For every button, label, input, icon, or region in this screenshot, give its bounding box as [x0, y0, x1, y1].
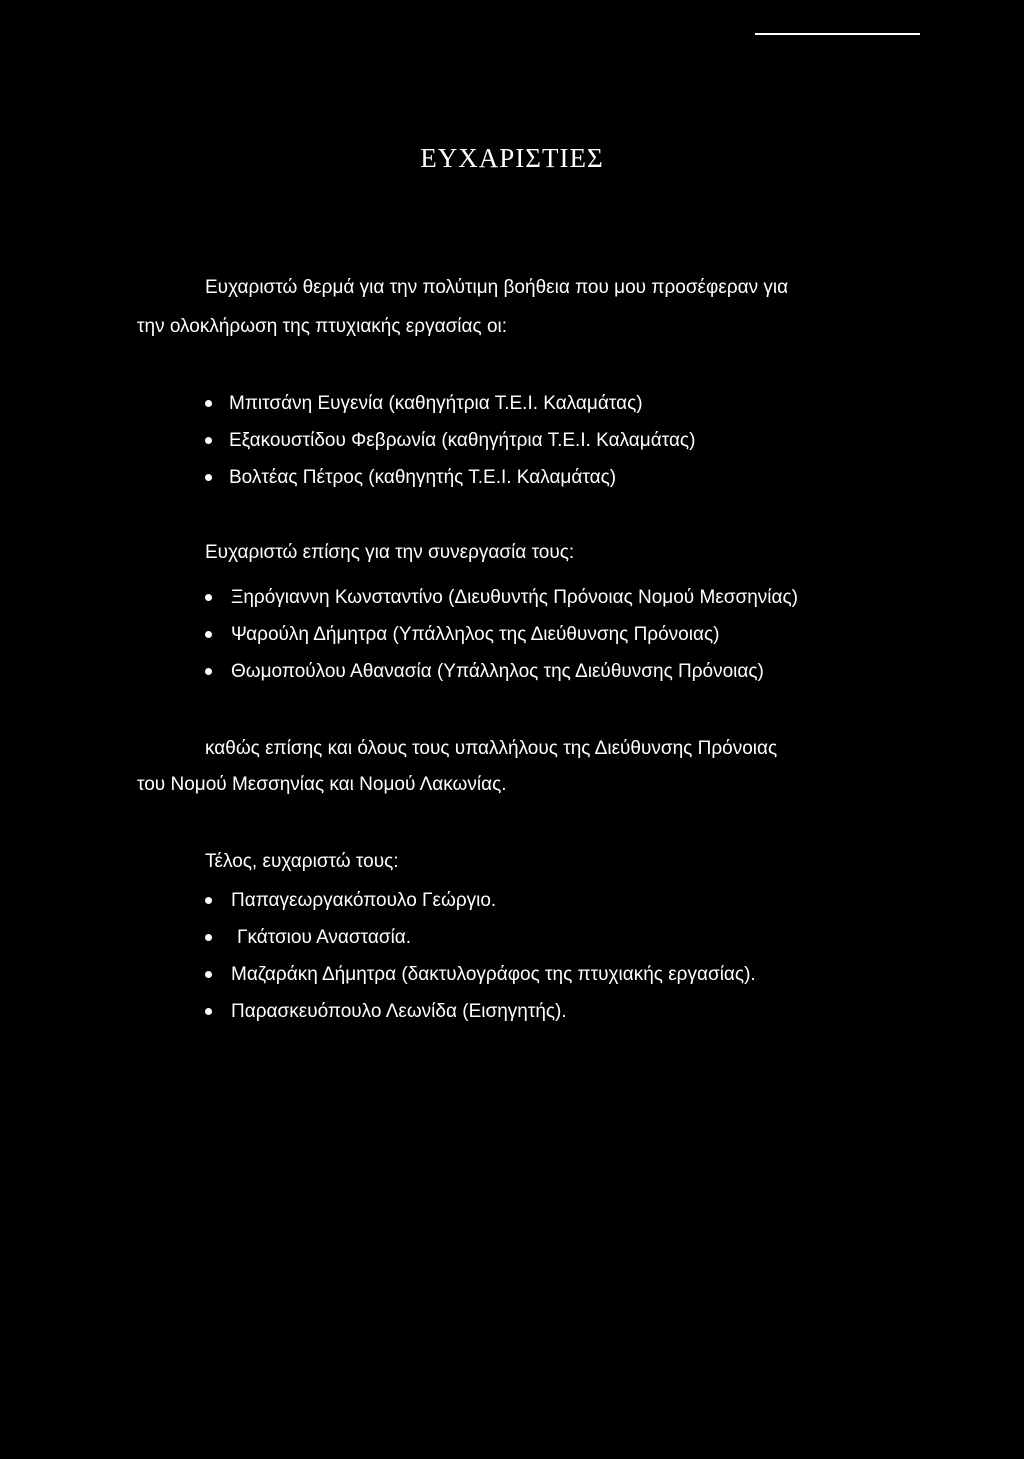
bullet-icon	[205, 1008, 212, 1015]
top-rule	[755, 33, 920, 35]
cooperation-heading: Ευχαριστώ επίσης για την συνεργασία τους:	[205, 542, 575, 563]
bullet-icon	[205, 594, 212, 601]
intro-line-1: Ευχαριστώ θερμά για την πολύτιμη βοήθεια που μου προσέφεραν για	[205, 277, 789, 298]
also-line-2: του Νομού Μεσσηνίας και Νομού Λακωνίας.	[137, 774, 507, 795]
also-line-1: καθώς επίσης και όλους τους υπαλλήλους της Διεύθυνσης Πρόνοιας	[205, 738, 778, 759]
finally-heading: Τέλος, ευχαριστώ τους:	[205, 851, 399, 872]
bullet-icon	[205, 474, 212, 481]
list-item: Ψαρούλη Δήμητρα (Υπάλληλος της Διεύθυνσης Πρόνοιας)	[231, 624, 720, 645]
list-item: Παπαγεωργακόπουλο Γεώργιο.	[231, 890, 497, 911]
list-item: Βολτέας Πέτρος (καθηγητής Τ.Ε.Ι. Καλαμάτας)	[229, 467, 617, 488]
bullet-icon	[205, 668, 212, 675]
bullet-icon	[205, 437, 212, 444]
page-title: ΕΥΧΑΡΙΣΤΙΕΣ	[420, 143, 604, 173]
bullet-icon	[205, 897, 212, 904]
list-item: Μπιτσάνη Ευγενία (καθηγήτρια Τ.Ε.Ι. Καλαμάτας)	[229, 393, 643, 414]
list-item: Γκάτσιου Αναστασία.	[237, 927, 412, 948]
bullet-icon	[205, 400, 212, 407]
list-item: Παρασκευόπουλο Λεωνίδα (Εισηγητής).	[231, 1001, 567, 1022]
bullet-icon	[205, 971, 212, 978]
bullet-icon	[205, 631, 212, 638]
list-item: Θωμοπούλου Αθανασία (Υπάλληλος της Διεύθυνσης Πρόνοιας)	[231, 661, 764, 682]
list-item: Μαζαράκη Δήμητρα (δακτυλογράφος της πτυχιακής εργασίας).	[231, 964, 756, 985]
intro-line-2: την ολοκλήρωση της πτυχιακής εργασίας οι:	[137, 316, 508, 337]
bullet-icon	[205, 934, 212, 941]
list-item: Ξηρόγιαννη Κωνσταντίνο (Διευθυντής Πρόνοιας Νομού Μεσσηνίας)	[231, 587, 798, 608]
list-item: Εξακουστίδου Φεβρωνία (καθηγήτρια Τ.Ε.Ι. Καλαμάτας)	[229, 430, 696, 451]
